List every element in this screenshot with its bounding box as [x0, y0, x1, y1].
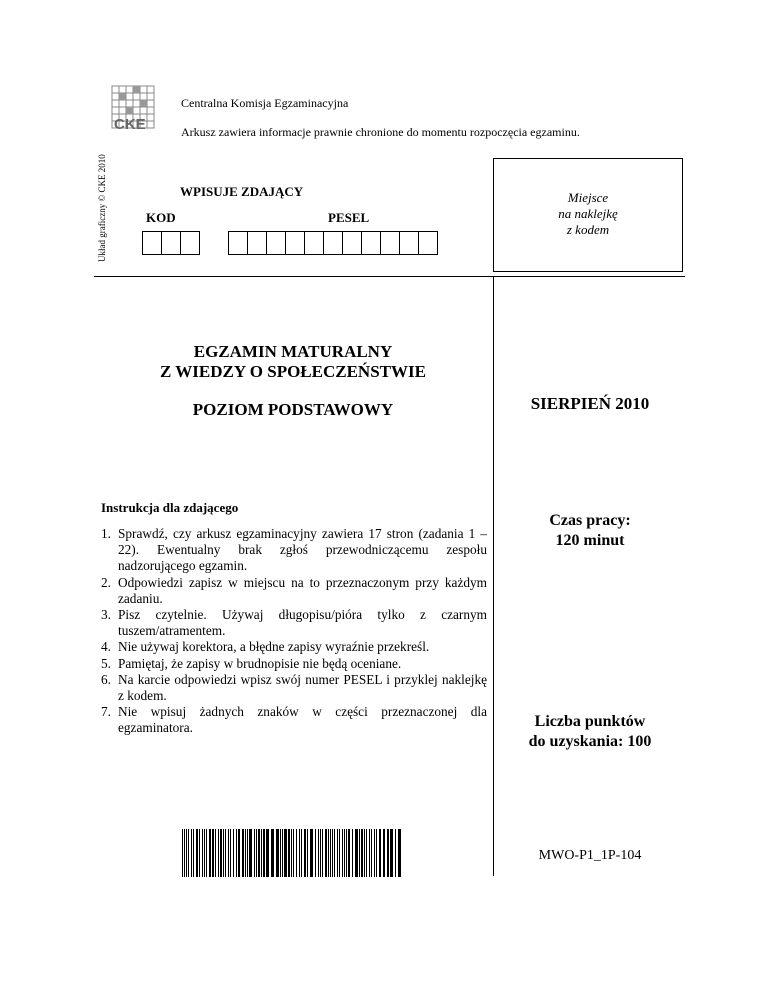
pesel-digit-box[interactable]	[266, 231, 286, 255]
instruction-item	[101, 526, 487, 575]
pesel-digit-box[interactable]	[342, 231, 362, 255]
instruction-text: Pisz czytelnie. Używaj długopisu/pióra tylko z czarnym tuszem/atramentem.	[118, 607, 487, 639]
pesel-digit-box[interactable]	[304, 231, 324, 255]
instruction-number: 2.	[101, 574, 111, 590]
kod-label: KOD	[146, 210, 176, 225]
pesel-input-boxes	[229, 231, 438, 255]
confidentiality-notice: Arkusz zawiera informacje prawnie chronione do momentu rozpoczęcia egzaminu.	[181, 125, 580, 139]
svg-text:CKE: CKE	[114, 116, 146, 133]
instruction-item	[101, 704, 487, 736]
exam-date: SIERPIEŃ 2010	[530, 394, 650, 413]
instruction-item	[101, 672, 487, 704]
instruction-text: Odpowiedzi zapisz w miejscu na to przeznaczonym przy każdym zadaniu.	[118, 574, 487, 606]
max-points: Liczba punktów do uzyskania: 100	[528, 713, 652, 750]
kod-digit-box[interactable]	[180, 231, 200, 255]
instruction-text: Sprawdź, czy arkusz egzaminacyjny zawiera 17 stron (zadania 1 – 22). Ewentualny brak zgłoś przewodniczącemu zespołu nadzorującego egzamin.	[118, 526, 487, 574]
instruction-text: Nie wpisuj żadnych znaków w części przeznaczonej dla egzaminatora.	[118, 704, 487, 736]
instruction-text: Nie używaj korektora, a błędne zapisy wyraźnie przekreśl.	[118, 639, 430, 655]
cke-logo-icon	[104, 84, 156, 136]
sticker-label: Miejsce na naklejkę z kodem	[558, 190, 618, 237]
kod-digit-box[interactable]	[142, 231, 162, 255]
instructions-list	[101, 526, 487, 737]
instructions-heading: Instrukcja dla zdającego	[101, 500, 239, 515]
kod-input-boxes	[143, 231, 200, 255]
horizontal-divider	[94, 276, 685, 277]
pesel-digit-box[interactable]	[247, 231, 267, 255]
candidate-heading: WPISUJE ZDAJĄCY	[180, 184, 304, 199]
instruction-text: Pamiętaj, że zapisy w brudnopisie nie będą oceniane.	[118, 655, 402, 671]
pesel-digit-box[interactable]	[361, 231, 381, 255]
pesel-label: PESEL	[328, 210, 370, 225]
pesel-digit-box[interactable]	[380, 231, 400, 255]
instruction-item	[101, 607, 487, 639]
barcode-icon	[182, 829, 402, 877]
pesel-digit-box[interactable]	[418, 231, 438, 255]
instruction-number: 5.	[101, 655, 111, 671]
instruction-item	[101, 656, 487, 672]
instruction-number: 6.	[101, 671, 111, 687]
instruction-number: 1.	[101, 526, 111, 541]
working-time: Czas pracy: 120 minut	[549, 512, 631, 549]
instruction-number: 4.	[101, 639, 111, 655]
layout-credit: Układ graficzny © CKE 2010	[97, 154, 107, 262]
organization-name: Centralna Komisja Egzaminacyjna	[181, 96, 349, 110]
vertical-divider	[493, 276, 494, 876]
instruction-item	[101, 575, 487, 607]
pesel-digit-box[interactable]	[228, 231, 248, 255]
instruction-text: Na karcie odpowiedzi wpisz swój numer PESEL i przyklej naklejkę z kodem.	[118, 671, 487, 704]
instruction-number: 7.	[101, 704, 111, 720]
pesel-digit-box[interactable]	[323, 231, 343, 255]
sheet-code: MWO-P1_1P-104	[538, 848, 642, 863]
instruction-item	[101, 639, 487, 655]
kod-digit-box[interactable]	[161, 231, 181, 255]
pesel-digit-box[interactable]	[399, 231, 419, 255]
exam-title: EGZAMIN MATURALNY Z WIEDZY O SPOŁECZEŃSTWIE	[160, 342, 426, 381]
pesel-digit-box[interactable]	[285, 231, 305, 255]
instruction-number: 3.	[101, 607, 111, 623]
exam-level: POZIOM PODSTAWOWY	[192, 400, 394, 419]
